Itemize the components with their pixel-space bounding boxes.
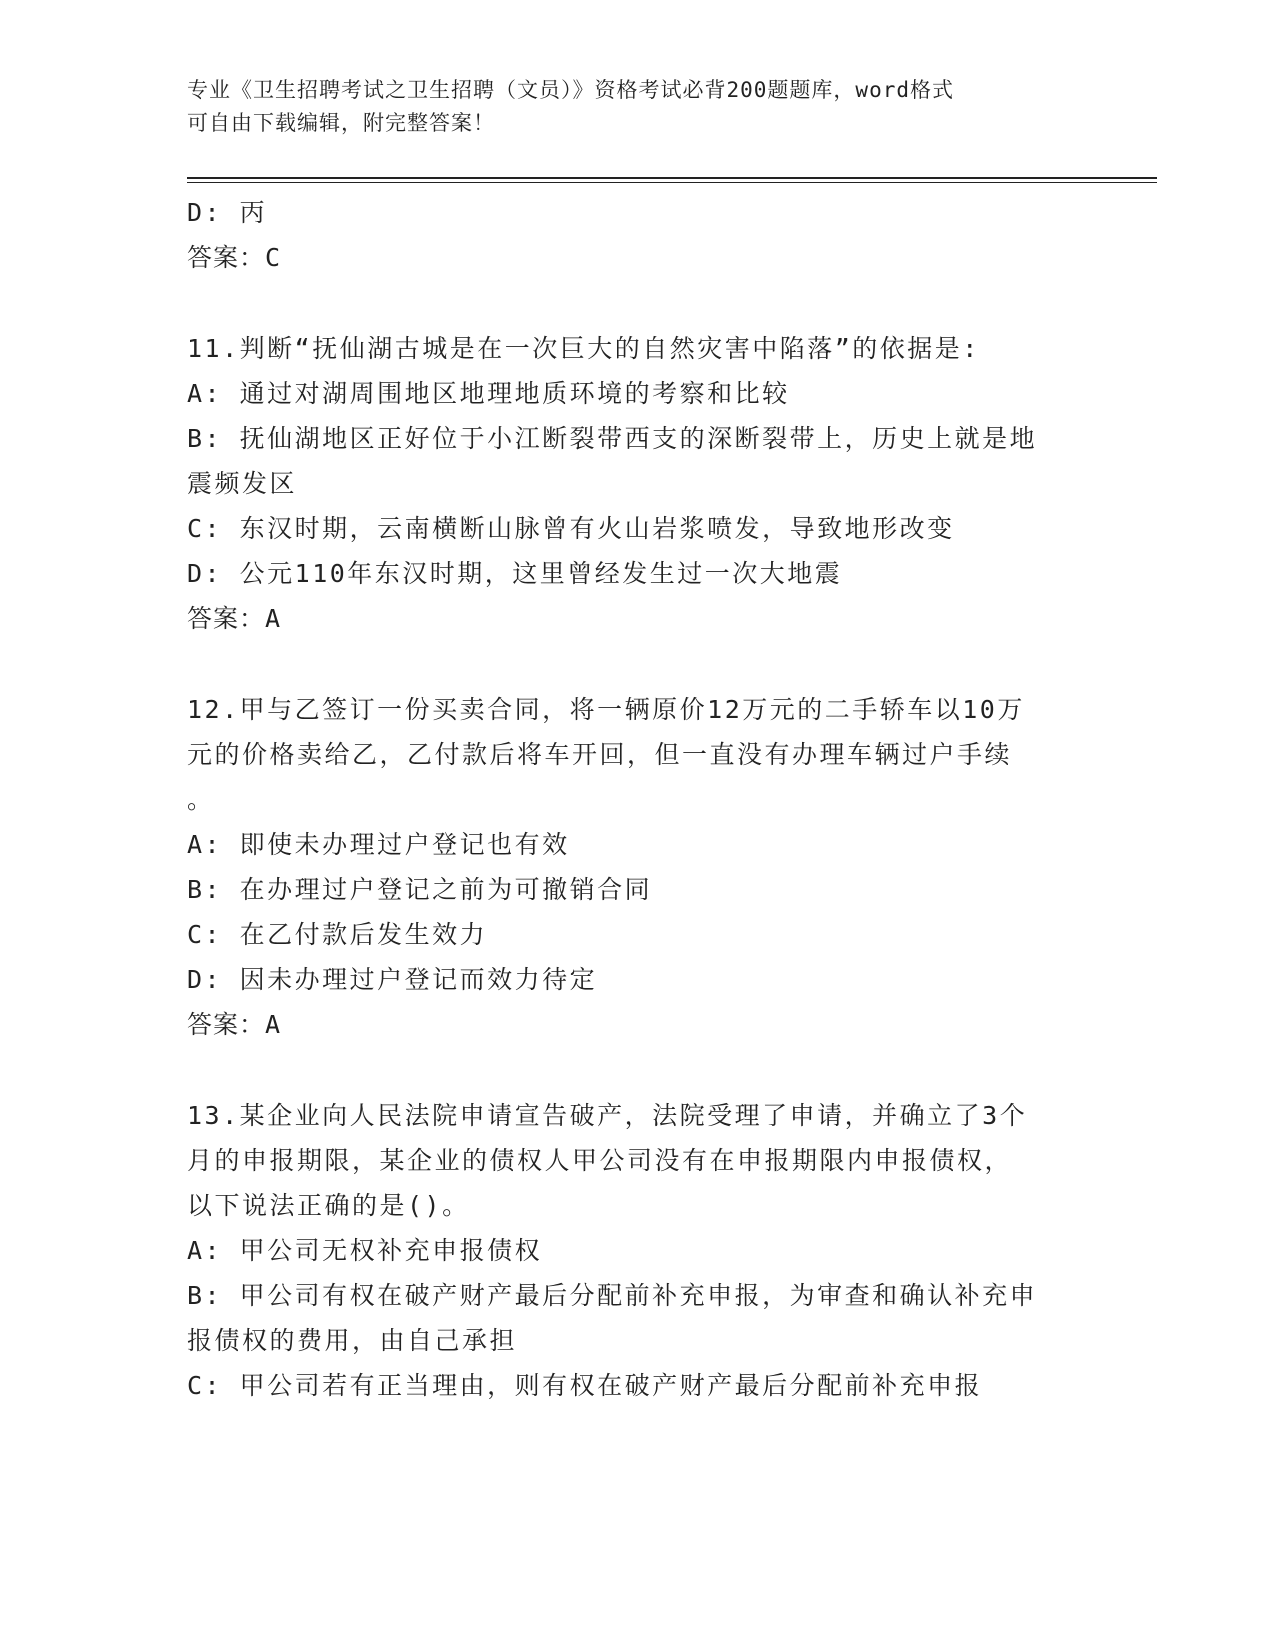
header-title-line2: 可自由下载编辑，附完整答案！: [187, 111, 495, 135]
option-b: B: 甲公司有权在破产财产最后分配前补充申报，为审查和确认补充申: [187, 1281, 1038, 1310]
question-stem: 12.甲与乙签订一份买卖合同，将一辆原价12万元的二手轿车以10万: [187, 695, 1025, 724]
previous-question-tail: [187, 190, 1087, 280]
option-d: D: 因未办理过户登记而效力待定: [187, 965, 598, 994]
option-b-continued: 震频发区: [187, 469, 298, 498]
spacer: [187, 280, 1087, 326]
question-stem: 11.判断“抚仙湖古城是在一次巨大的自然灾害中陷落”的依据是:: [187, 334, 980, 363]
option-b-continued: 报债权的费用，由自己承担: [187, 1326, 518, 1355]
option-a: A: 即使未办理过户登记也有效: [187, 830, 570, 859]
question-stem: 13.某企业向人民法院申请宣告破产，法院受理了申请，并确立了3个: [187, 1101, 1028, 1130]
question-11: [187, 326, 1087, 641]
option-d: D: 丙: [187, 198, 268, 227]
option-c: C: 东汉时期，云南横断山脉曾有火山岩浆喷发，导致地形改变: [187, 514, 955, 543]
option-d: D: 公元110年东汉时期，这里曾经发生过一次大地震: [187, 559, 843, 588]
answer-line: 答案：A: [187, 1010, 282, 1039]
question-stem-continued: 月的申报期限，某企业的债权人甲公司没有在申报期限内申报债权，: [187, 1146, 1013, 1175]
spacer: [187, 1047, 1087, 1093]
option-c: C: 甲公司若有正当理由，则有权在破产财产最后分配前补充申报: [187, 1371, 983, 1400]
question-stem-continued: 元的价格卖给乙，乙付款后将车开回，但一直没有办理车辆过户手续: [187, 740, 1013, 769]
option-b: B: 在办理过户登记之前为可撤销合同: [187, 875, 653, 904]
answer-line: 答案：C: [187, 243, 282, 272]
document-header: [187, 74, 1087, 140]
header-title-line1: 专业《卫生招聘考试之卫生招聘（文员）》资格考试必背200题题库，word格式: [187, 78, 954, 102]
question-13: [187, 1093, 1087, 1408]
document-body: [187, 190, 1087, 1408]
question-stem-end: 以下说法正确的是()。: [187, 1191, 470, 1220]
spacer: [187, 641, 1087, 687]
answer-line: 答案：A: [187, 604, 282, 633]
option-b: B: 抚仙湖地区正好位于小江断裂带西支的深断裂带上，历史上就是地: [187, 424, 1038, 453]
header-divider: [187, 177, 1157, 183]
question-12: [187, 687, 1087, 1047]
option-c: C: 在乙付款后发生效力: [187, 920, 488, 949]
question-stem-end: 。: [187, 785, 215, 814]
option-a: A: 甲公司无权补充申报债权: [187, 1236, 543, 1265]
option-a: A: 通过对湖周围地区地理地质环境的考察和比较: [187, 379, 790, 408]
